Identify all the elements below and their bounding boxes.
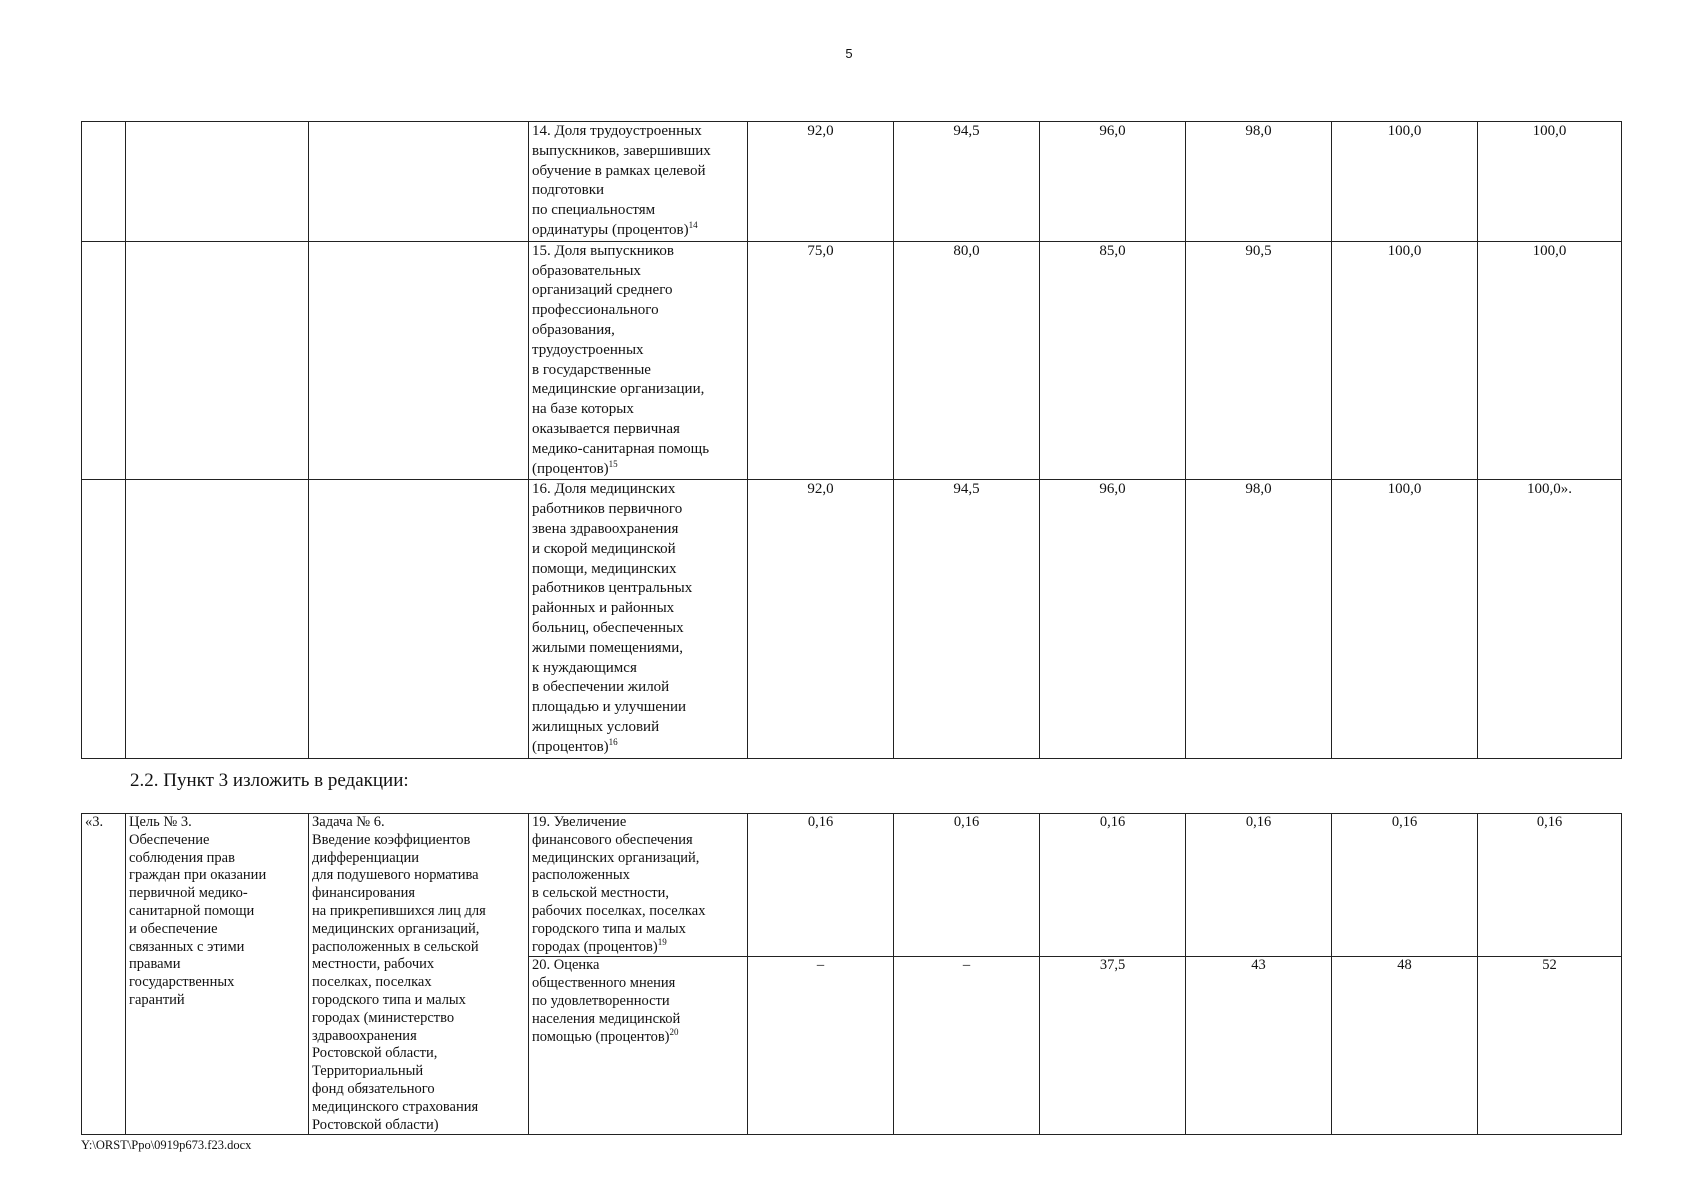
value-cell: 100,0 (1478, 241, 1622, 480)
number-cell: «3. (82, 814, 126, 1135)
value-cell: 94,5 (894, 480, 1040, 758)
task-cell: Задача № 6. Введение коэффициентов дифференциации для подушевого норматива финансирования на прикрепившихся лиц для медицинских организаций, расположенных в сельской местности, рабочих поселках, поселках городского типа и малых городах (министерство здравоохранения Ростовской области, Территориальный фонд обязательного медицинского страхования Ростовской области) (309, 814, 529, 1135)
goal-cell (126, 122, 309, 242)
indicator-cell: 20. Оценка общественного мнения по удовлетворенности населения медицинской помощью (процентов)$^{20}$ (529, 957, 748, 1135)
value-cell: 100,0 (1332, 122, 1478, 242)
value-cell: 85,0 (1040, 241, 1186, 480)
footer-file-path: Y:\ORST\Ppo\0919p673.f23.docx (81, 1138, 252, 1152)
value-cell: 0,16 (1186, 814, 1332, 957)
value-cell: 98,0 (1186, 122, 1332, 242)
footnote-ref: 16 (608, 736, 618, 747)
value-cell: 98,0 (1186, 480, 1332, 758)
footnote-ref: 15 (608, 458, 618, 469)
page-number: 5 (845, 46, 853, 61)
value-cell: 94,5 (894, 122, 1040, 242)
value-cell: 96,0 (1040, 122, 1186, 242)
indicators-table-goal-3 (81, 813, 1622, 1135)
table-row (82, 480, 1622, 758)
section-heading: 2.2. Пункт 3 изложить в редакции: (130, 770, 409, 791)
value-cell: 100,0 (1332, 241, 1478, 480)
table-row (82, 241, 1622, 480)
value-cell: 90,5 (1186, 241, 1332, 480)
value-cell: 43 (1186, 957, 1332, 1135)
indicator-cell: 15. Доля выпускников образовательных организаций среднего профессионального образования, трудоустроенных в государственные медицинские организации, на базе которых оказывается первичная медико-санитарная помощь (процентов)$^{15}$ (529, 241, 748, 480)
table-row (82, 814, 1622, 957)
task-cell (309, 241, 529, 480)
value-cell: 80,0 (894, 241, 1040, 480)
goal-cell (126, 241, 309, 480)
value-cell: 0,16 (748, 814, 894, 957)
value-cell: 100,0 (1332, 480, 1478, 758)
value-cell: 48 (1332, 957, 1478, 1135)
value-cell: 100,0». (1478, 480, 1622, 758)
value-cell: 75,0 (748, 241, 894, 480)
footnote-ref: 19 (657, 936, 667, 947)
value-cell: – (894, 957, 1040, 1135)
value-cell: 37,5 (1040, 957, 1186, 1135)
number-cell (82, 480, 126, 758)
value-cell: 0,16 (894, 814, 1040, 957)
footnote-ref: 20 (669, 1026, 679, 1037)
value-cell: 92,0 (748, 480, 894, 758)
table-row (82, 122, 1622, 242)
value-cell: 52 (1478, 957, 1622, 1135)
value-cell: 0,16 (1332, 814, 1478, 957)
task-cell (309, 480, 529, 758)
value-cell: 96,0 (1040, 480, 1186, 758)
footnote-ref: 14 (688, 219, 698, 230)
number-cell (82, 241, 126, 480)
number-cell (82, 122, 126, 242)
value-cell: – (748, 957, 894, 1135)
value-cell: 92,0 (748, 122, 894, 242)
value-cell: 0,16 (1040, 814, 1186, 957)
indicator-cell: 14. Доля трудоустроенных выпускников, завершивших обучение в рамках целевой подготовки по специальностям ординатуры (процентов)$^{14}$ (529, 122, 748, 242)
value-cell: 0,16 (1478, 814, 1622, 957)
indicator-cell: 19. Увеличение финансового обеспечения медицинских организаций, расположенных в сельской местности, рабочих поселках, поселках городского типа и малых городах (процентов)$^{19}$ (529, 814, 748, 957)
indicator-cell: 16. Доля медицинских работников первичного звена здравоохранения и скорой медицинской помощи, медицинских работников центральных районных и районных больниц, обеспеченных жилыми помещениями, к нуждающимся в обеспечении жилой площадью и улучшении жилищных условий (процентов)$^{16}$ (529, 480, 748, 758)
indicators-table-continued (81, 121, 1622, 759)
value-cell: 100,0 (1478, 122, 1622, 242)
task-cell (309, 122, 529, 242)
goal-cell: Цель № 3. Обеспечение соблюдения прав граждан при оказании первичной медико- санитарной помощи и обеспечение связанных с этими правами государственных гарантий (126, 814, 309, 1135)
goal-cell (126, 480, 309, 758)
